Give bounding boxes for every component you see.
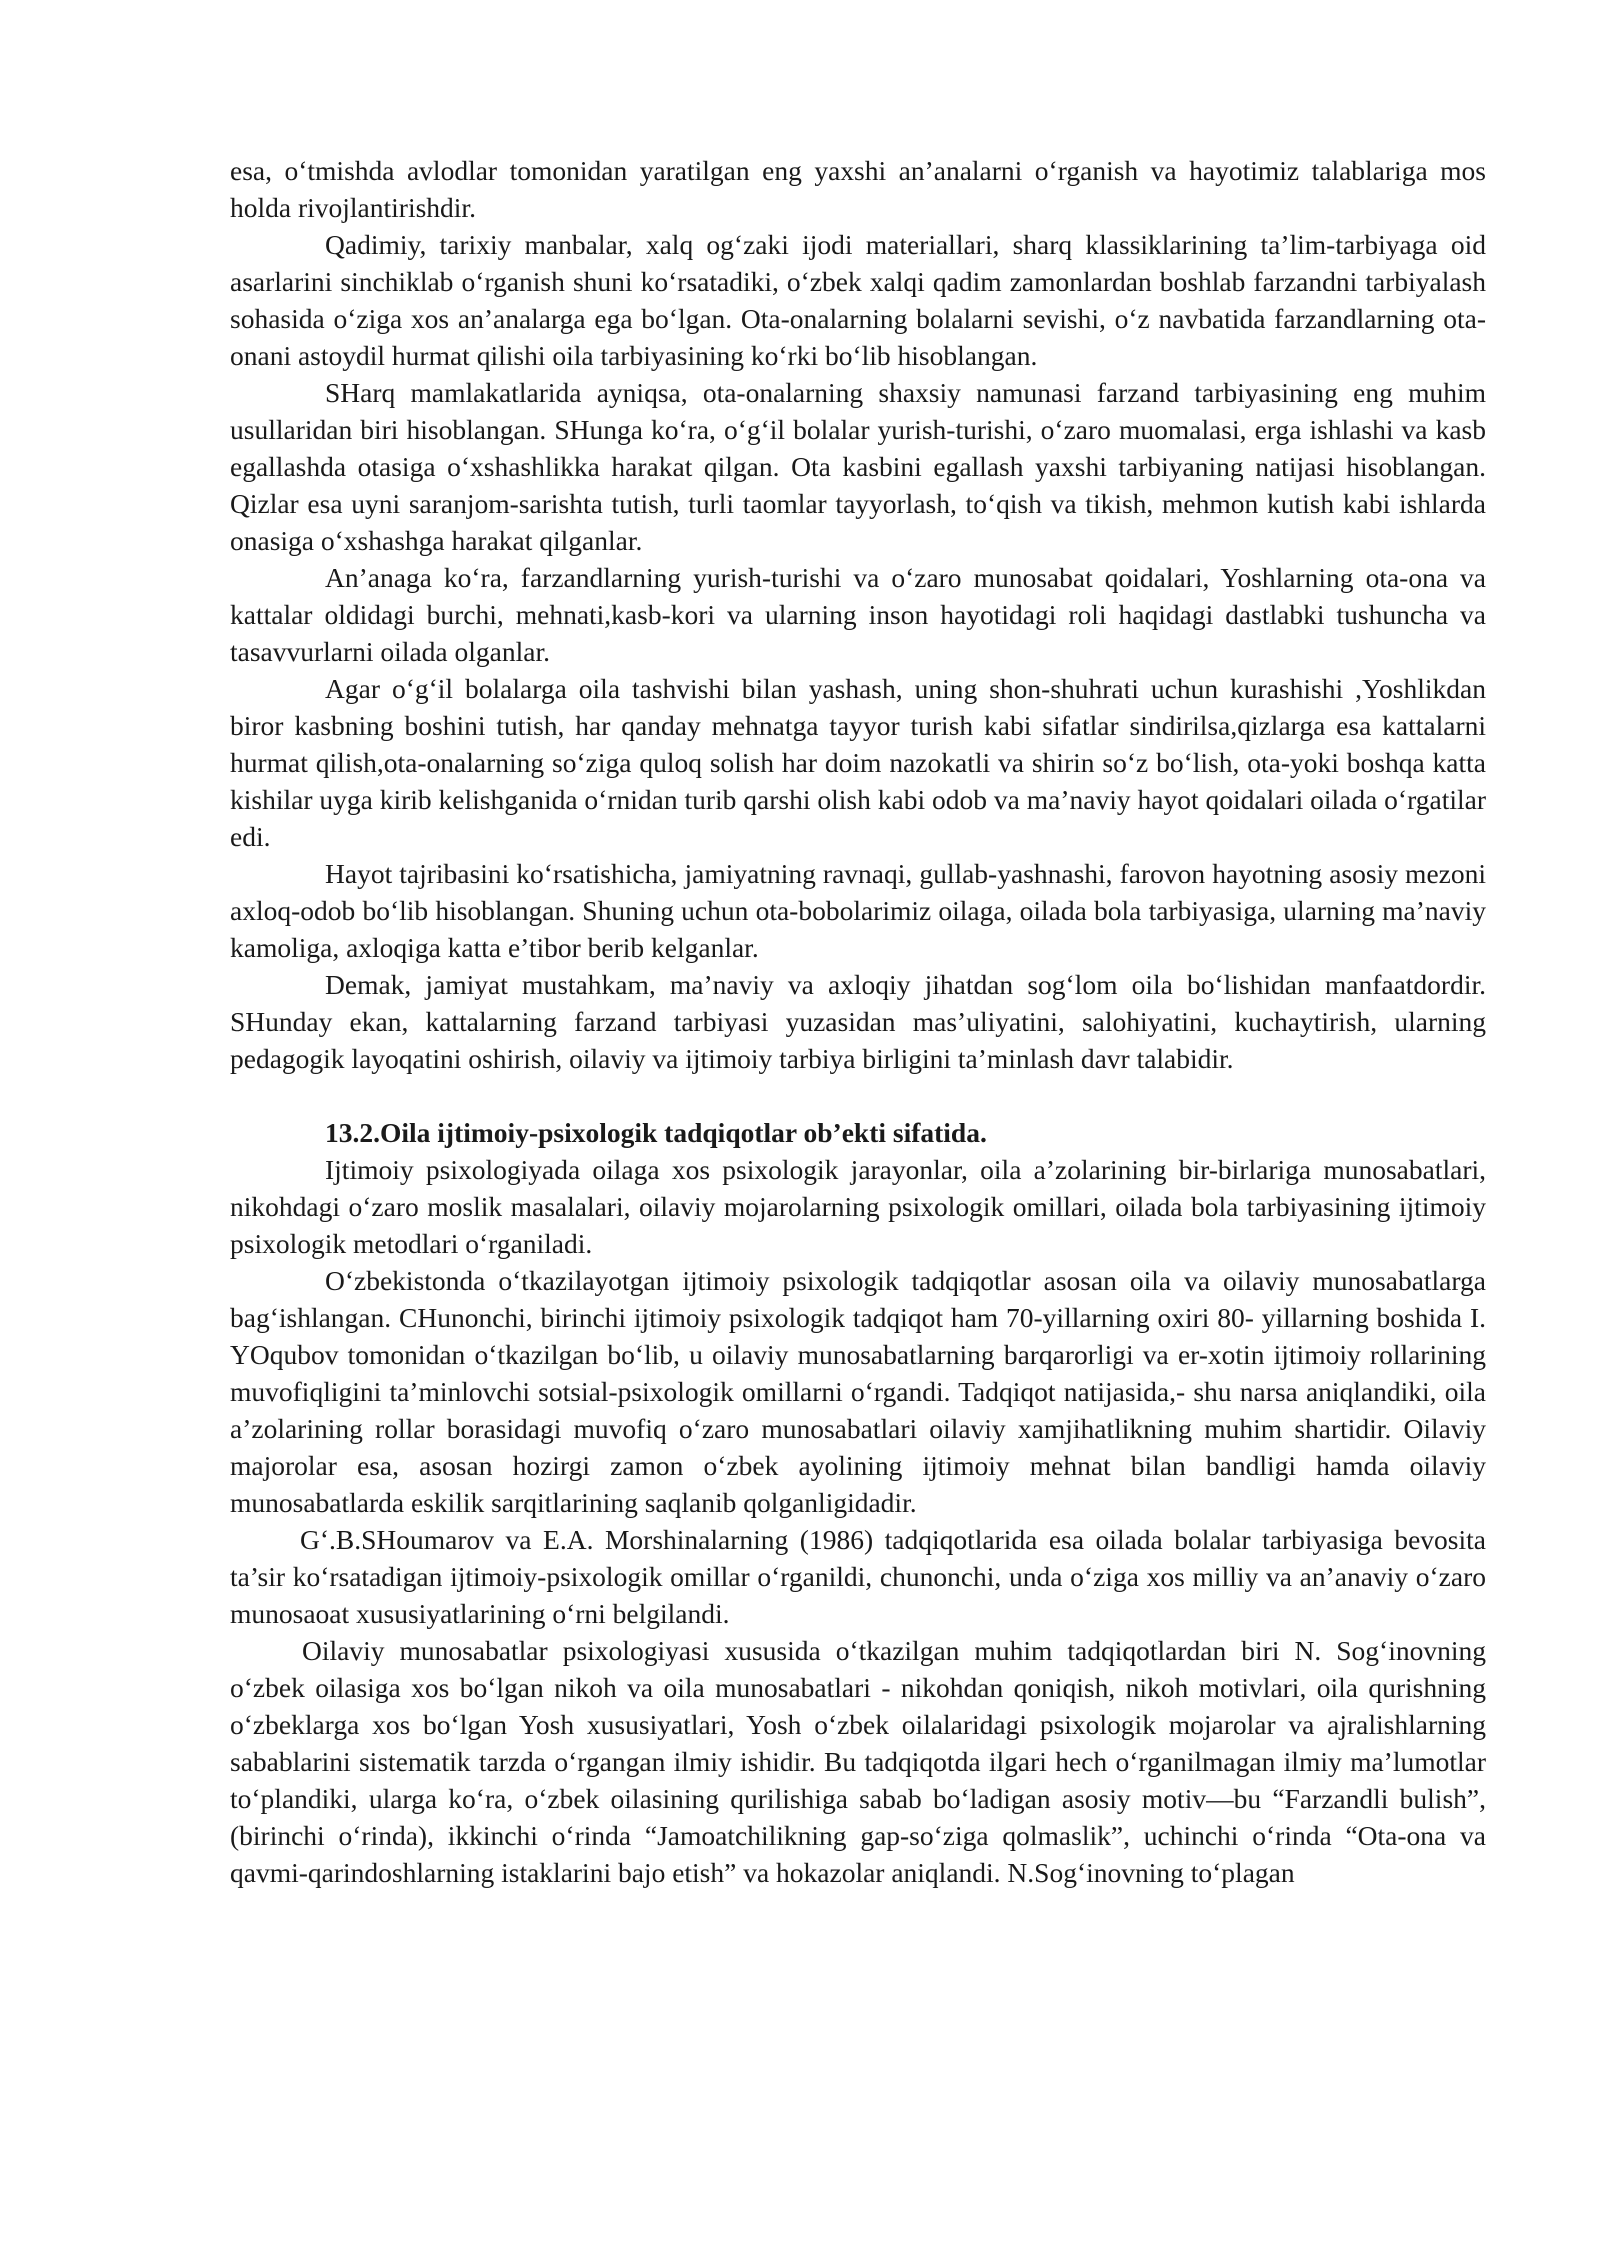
paragraph-2: Qadimiy, tarixiy manbalar, xalq og‘zaki ijodi materiallari, sharq klassiklarining ta’lim-tarbiyaga oid asarlarini sinchiklab o‘rganish shuni ko‘rsatadiki, o‘zbek xalqi qadim zamonlardan boshlab farzandni tarbiyalash sohasida o‘ziga xos an’analarga ega bo‘lgan. Ota-onalarning bolalarni sevishi, o‘z navbatida farzandlarning ota-onani astoydil hurmat qilishi oila tarbiyasining ko‘rki bo‘lib hisoblangan.: [230, 229, 1486, 371]
section-paragraph-1: Ijtimoiy psixologiyada oilaga xos psixologik jarayonlar, oila a’zolarining bir-birlariga munosabatlari, nikohdagi o‘zaro moslik masalalari, oilaviy mojarolarning psixologik omillari, oilada bola tarbiyasining ijtimoiy psixologik metodlari o‘rganiladi.: [230, 1154, 1486, 1259]
section-heading: 13.2.Oila ijtimoiy-psixologik tadqiqotlar ob’ekti sifatida.: [325, 1117, 987, 1148]
paragraph-1: esa, o‘tmishda avlodlar tomonidan yaratilgan eng yaxshi an’analarni o‘rganish va hayotimiz talablariga mos holda rivojlantirishdir.: [230, 155, 1486, 223]
section-spacer: [230, 1077, 1486, 1114]
paragraph-6: Hayot tajribasini ko‘rsatishicha, jamiyatning ravnaqi, gullab-yashnashi, farovon hayotning asosiy mezoni axloq-odob bo‘lib hisoblangan. Shuning uchun ota-bobolarimiz oilaga, oilada bola tarbiyasiga, ularning ma’naviy kamoliga, axloqiga katta e’tibor berib kelganlar.: [230, 858, 1486, 963]
paragraph-4: An’anaga ko‘ra, farzandlarning yurish-turishi va o‘zaro munosabat qoidalari, Yoshlarning ota-ona va kattalar oldidagi burchi, mehnati,kasb-kori va ularning inson hayotidagi roli haqidagi dastlabki tushuncha va tasavvurlarni oilada olganlar.: [230, 562, 1486, 667]
document-page: [230, 152, 1486, 1891]
paragraph-3: SHarq mamlakatlarida ayniqsa, ota-onalarning shaxsiy namunasi farzand tarbiyasining eng muhim usullaridan biri hisoblangan. SHunga ko‘ra, o‘g‘il bolalar yurish-turishi, o‘zaro muomalasi, erga ishlashi va kasb egallashda otasiga o‘xshashlikka harakat qilgan. Ota kasbini egallash yaxshi tarbiyaning natijasi hisoblangan. Qizlar esa uyni saranjom-sarishta tutish, turli taomlar tayyorlash, to‘qish va tikish, mehmon kutish kabi ishlarda onasiga o‘xshashga harakat qilganlar.: [230, 377, 1486, 556]
section-paragraph-4: Oilaviy munosabatlar psixologiyasi xususida o‘tkazilgan muhim tadqiqotlardan biri N. Sog‘inovning o‘zbek oilasiga xos bo‘lgan nikoh va oila munosabatlari - nikohdan qoniqish, nikoh motivlari, oila qurishning o‘zbeklarga xos bo‘lgan Yosh xususiyatlari, Yosh o‘zbek oilalaridagi psixologik mojarolar va ajralishlarning sabablarini sistematik tarzda o‘rgangan ilmiy ishidir. Bu tadqiqotda ilgari hech o‘rganilmagan ilmiy ma’lumotlar to‘plandiki, ularga ko‘ra, o‘zbek oilasining qurilishiga sabab bo‘ladigan asosiy motiv—bu “Farzandli bulish”, (birinchi o‘rinda), ikkinchi o‘rinda “Jamoatchilikning gap-so‘ziga qolmaslik”, uchinchi o‘rinda “Ota-ona va qavmi-qarindoshlarning istaklarini bajo etish” va hokazolar aniqlandi. N.Sog‘inovning to‘plagan: [230, 1635, 1486, 1888]
section-paragraph-2: O‘zbekistonda o‘tkazilayotgan ijtimoiy psixologik tadqiqotlar asosan oila va oilaviy munosabatlarga bag‘ishlangan. CHunonchi, birinchi ijtimoiy psixologik tadqiqot ham 70-yillarning oxiri 80- yillarning boshida I. YOqubov tomonidan o‘tkazilgan bo‘lib, u oilaviy munosabatlarning barqarorligi va er-xotin ijtimoiy rollarining muvofiqligini ta’minlovchi sotsial-psixologik omillarni o‘rgandi. Tadqiqot natijasida,- shu narsa aniqlandiki, oila a’zolarining rollar borasidagi muvofiq o‘zaro munosabatlari oilaviy xamjihatlikning muhim shartidir. Oilaviy majorolar esa, asosan hozirgi zamon o‘zbek ayolining ijtimoiy mehnat bilan bandligi hamda oilaviy munosabatlarda eskilik sarqitlarining saqlanib qolganligidadir.: [230, 1265, 1486, 1518]
section-paragraph-3: G‘.B.SHoumarov va E.A. Morshinalarning (1986) tadqiqotlarida esa oilada bolalar tarbiyasiga bevosita ta’sir ko‘rsatadigan ijtimoiy-psixologik omillar o‘rganildi, chunonchi, unda o‘ziga xos milliy va an’anaviy o‘zaro munosaoat xususiyatlarining o‘rni belgilandi.: [230, 1524, 1486, 1629]
paragraph-7: Demak, jamiyat mustahkam, ma’naviy va axloqiy jihatdan sog‘lom oila bo‘lishidan manfaatdordir. SHunday ekan, kattalarning farzand tarbiyasi yuzasidan mas’uliyatini, salohiyatini, kuchaytirish, ularning pedagogik layoqatini oshirish, oilaviy va ijtimoiy tarbiya birligini ta’minlash davr talabidir.: [230, 969, 1486, 1074]
paragraph-5: Agar o‘g‘il bolalarga oila tashvishi bilan yashash, uning shon-shuhrati uchun kurashishi ,Yoshlikdan biror kasbning boshini tutish, har qanday mehnatga tayyor turish kabi sifatlar sindirilsa,qizlarga esa kattalarni hurmat qilish,ota-onalarning so‘ziga quloq solish har doim nazokatli va shirin so‘z bo‘lish, ota-yoki boshqa katta kishilar uyga kirib kelishganida o‘rnidan turib qarshi olish kabi odob va ma’naviy hayot qoidalari oilada o‘rgatilar edi.: [230, 673, 1486, 852]
